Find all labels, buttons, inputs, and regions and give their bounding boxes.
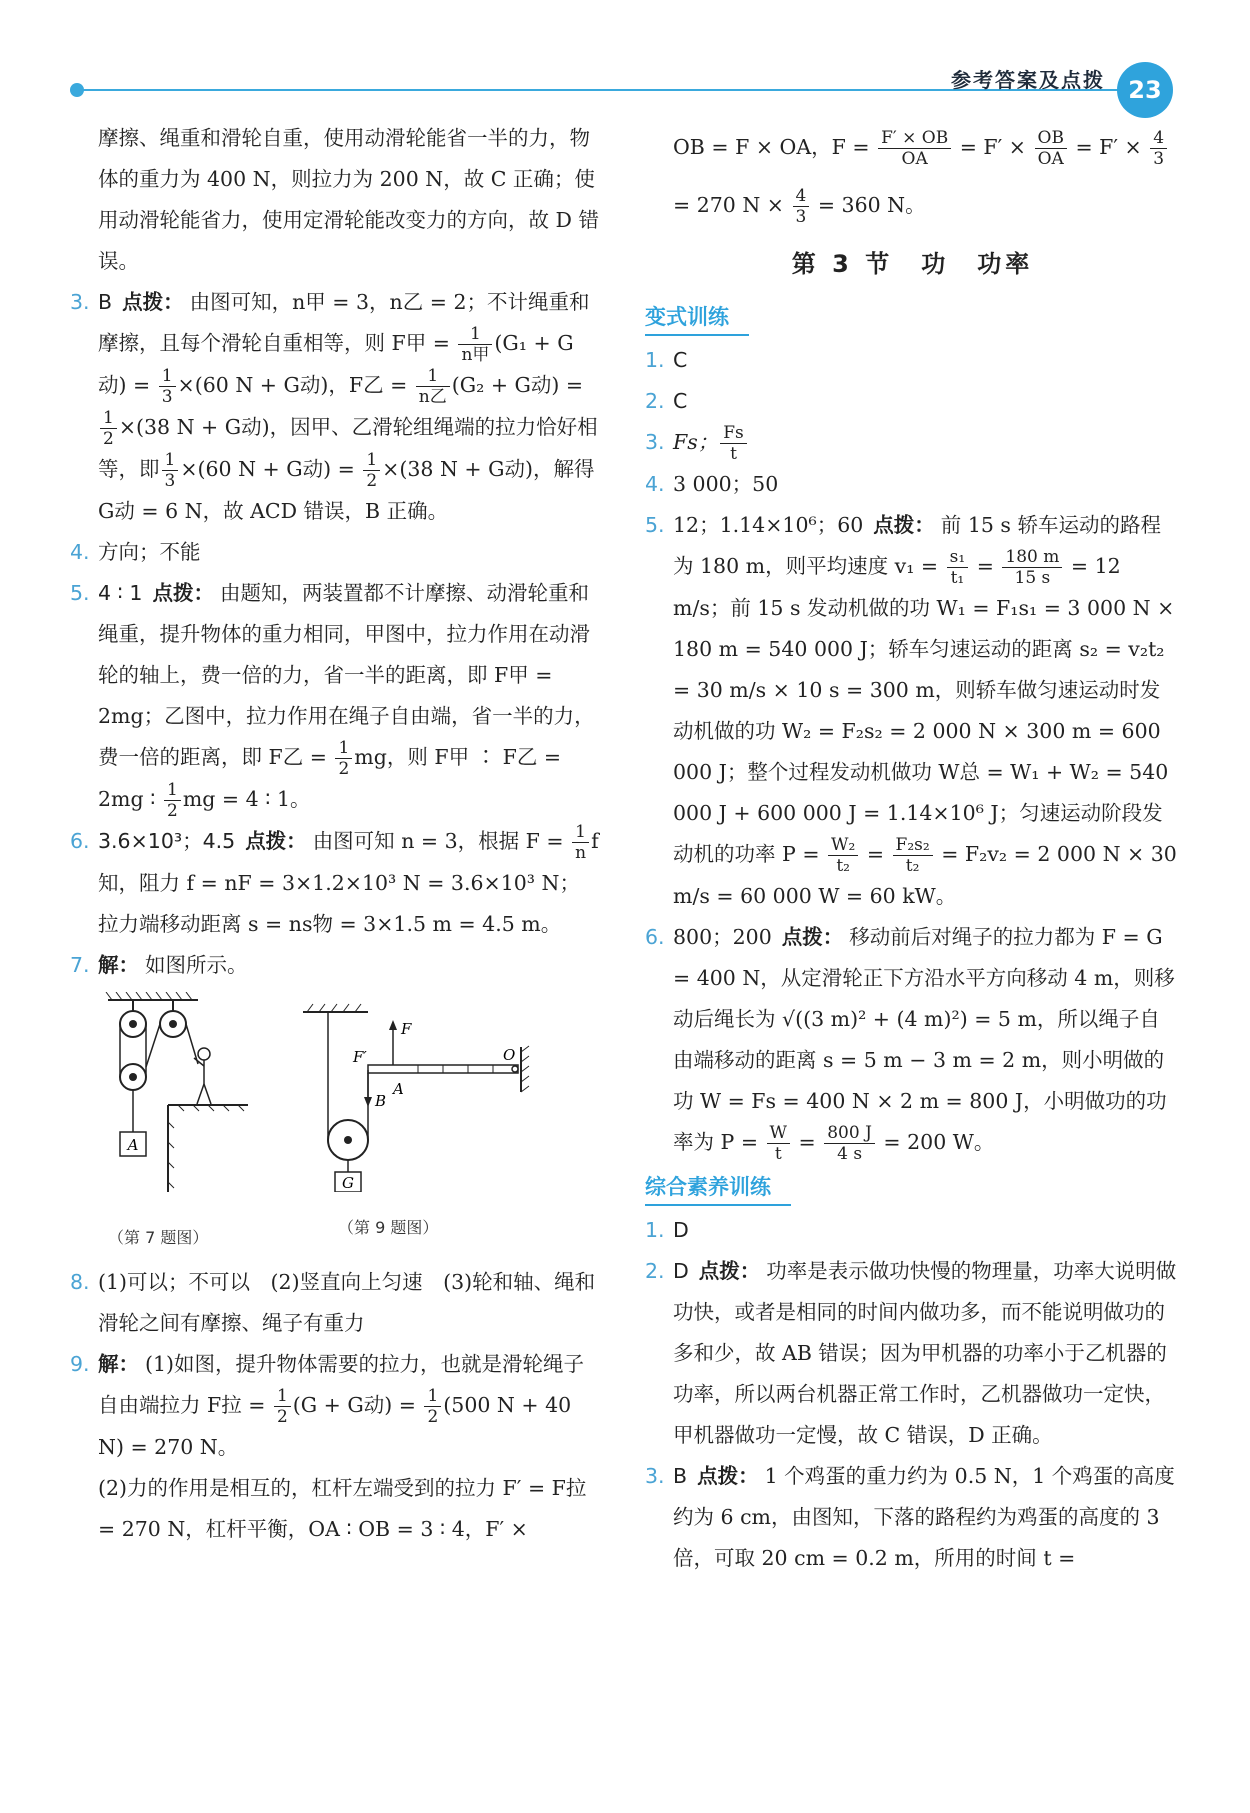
figures xyxy=(98,992,600,1262)
subsection-title-variant-training: 变式训练 xyxy=(645,300,749,336)
subsection-title-comprehensive-training: 综合素养训练 xyxy=(645,1170,791,1206)
figure-9-diagram xyxy=(293,992,553,1192)
item-number: 4. xyxy=(70,540,90,564)
item-number: 9. xyxy=(70,1352,90,1376)
fraction: $\frac{OB}{OA}$ xyxy=(1035,128,1067,169)
fraction: $\frac{F' \times OB}{OA}$ xyxy=(878,128,951,169)
fraction: $\frac{Fs}{t}$ xyxy=(720,423,747,464)
fig9-label-F: F xyxy=(401,1020,412,1038)
fraction: $\frac{1}{2}$ xyxy=(164,780,181,821)
text: 如图所示。 xyxy=(145,953,248,977)
exercise-4: 4. 3 000；50 xyxy=(645,472,779,496)
figure-7-caption: （第 7 题图） xyxy=(108,1228,209,1247)
exercise-s3: 3. B 点拨： 1 个鸡蛋的重力约为 0.5 N，1 个鸡蛋的高度约为 6 cm，由图知，下落的路程约为鸡蛋的高度的 3 倍，可取 20 cm = 0.2 m，所用的时间 t = xyxy=(645,1464,1175,1570)
text: 由图可知，n甲 = 3，n乙 = 2；不计绳重和摩擦，且每个滑轮自重相等，则 F甲 = xyxy=(98,290,590,355)
item-number: 8. xyxy=(70,1270,90,1294)
fraction: $\frac{1}{\text{n甲}}$ xyxy=(458,324,492,365)
fig9-label-A: A xyxy=(393,1080,404,1098)
text: mg = 4 ∶ 1。 xyxy=(182,787,311,811)
text: 由图可知 n = 3，根据 F = xyxy=(312,829,571,853)
tip-label: 点拨： xyxy=(245,829,307,853)
exercise-5: 5. 12；1.14×10⁶；60 点拨： 前 15 s 轿车运动的路程为 180 m，则平均速度 v₁ = $\frac{\text{s₁}}{\text{t₁}}$ = $\frac{180 m}{15 s}$ = 12 m/s；前 15 s 发动机做的功 W₁ = F₁s₁ = 3 000 N × 180 m = 540 000 J；轿车匀速运动的距离 s₂ = v₂t₂ = 30 m/s × 10 s = 300 m，则轿车做匀速运动时发动机做的功 W₂ = F₂s₂ = 2 000 N × 300 m = 600 000 J；整个过程发动机做功 W总 = W₁ + W₂ = 540 000 J + 600 000 J = 1.14×10⁶ J；匀速运动阶段发动机的功率 P = $\frac{\text{W₂}}{\text{t₂}}$ = $\frac{\text{F₂s₂}}{\text{t₂}}$ = F₂v₂ = 2 000 N × 30 m/s = 60 000 W = 60 kW。 xyxy=(645,513,1177,908)
solution-label: 解： xyxy=(98,953,139,977)
text: (1)可以；不可以 (2)竖直向上匀速 (3)轮和轴、绳和滑轮之间有摩擦、绳子有重力 xyxy=(98,1270,596,1335)
right-column xyxy=(645,118,1180,1579)
answer-value: 3.6×10³；4.5 xyxy=(98,829,236,853)
text: f 知，阻力 f = nF = 3×1.2×10³ N = 3.6×10³ N；拉力端移动距离 s = ns物 = 3×1.5 m = 4.5 m。 xyxy=(98,829,599,936)
item-number: 6. xyxy=(70,829,90,853)
answer-letter: B xyxy=(98,290,113,314)
answer-6 xyxy=(70,821,600,945)
continued-solution xyxy=(645,118,1180,234)
answer-7 xyxy=(70,945,600,986)
text: OB = F × OA，F = xyxy=(673,135,877,159)
text: ×(60 N + G动)，F乙 = xyxy=(177,373,414,397)
text: 由题知，两装置都不计摩擦、动滑轮重和绳重，提升物体的重力相同，甲图中，拉力作用在动滑轮的轴上，费一倍的力，省一半的距离，即 F甲 = 2mg；乙图中，拉力作用在绳子自由端，省一半的力，费一倍的距离，即 F乙 = xyxy=(98,581,595,769)
answer-9 xyxy=(70,1344,600,1550)
text: ×(38 N + G动)，因甲、乙滑轮组绳端的拉力恰好相等，即 xyxy=(98,415,598,481)
answer-value: 4 ∶ 1 xyxy=(98,581,143,605)
exercise-s2: 2. D 点拨： 功率是表示做功快慢的物理量，功率大说明做功快，或者是相同的时间内做功多，而不能说明做功的多和少，故 AB 错误；因为甲机器的功率小于乙机器的功率，所以两台机器正常工作时，乙机器做功一定快，甲机器做功一定慢，故 C 错误，D 正确。 xyxy=(645,1259,1177,1447)
fraction: $\frac{4}{3}$ xyxy=(793,186,810,227)
header-dot xyxy=(70,83,84,97)
fig9-label-F-prime: F′ xyxy=(353,1048,367,1066)
text: (G₂ + G动) = xyxy=(451,373,584,397)
figure-7-diagram xyxy=(98,992,258,1202)
text: ×(60 N + G动) = xyxy=(180,457,362,481)
exercise-3: 3. Fs； $\frac{Fs}{t}$ xyxy=(645,422,1180,464)
text: 方向；不能 xyxy=(98,540,201,564)
item-number: 7. xyxy=(70,953,90,977)
text: (2)力的作用是相互的，杠杆左端受到的拉力 F′ = F拉 = 270 N，杠杆平衡，OA ∶ OB = 3 ∶ 4，F′ × xyxy=(98,1476,587,1541)
header-title: 参考答案及点拨 xyxy=(951,68,1105,92)
left-column xyxy=(70,118,600,1550)
text: = F′ × xyxy=(953,135,1033,159)
fraction: $\frac{1}{2}$ xyxy=(424,1386,441,1427)
fraction: $\frac{4}{3}$ xyxy=(1150,128,1167,169)
exercise-1: 1. C xyxy=(645,348,688,372)
text: = 360 N。 xyxy=(811,193,926,217)
text: (G + G动) = xyxy=(292,1393,423,1417)
text: (1)如图，提升物体需要的拉力，也就是滑轮绳子自由端拉力 F拉 = xyxy=(98,1352,585,1417)
fig9-label-O: O xyxy=(503,1046,516,1064)
item-number: 5. xyxy=(70,581,90,605)
item-number: 3. xyxy=(70,290,90,314)
figure-9-caption: （第 9 题图） xyxy=(338,1218,439,1237)
fraction: $\frac{1}{3}$ xyxy=(162,450,179,491)
page-number-badge: 23 xyxy=(1117,62,1173,118)
exercise-6: 6. 800；200 点拨： 移动前后对绳子的拉力都为 F = G = 400 N，从定滑轮正下方沿水平方向移动 4 m，则移动后绳长为 √((3 m)² + (4 m)²) = 5 m，所以绳子自由端移动的距离 s = 5 m − 3 m = 2 m，则小明做的功 W = Fs = 400 N × 2 m = 800 J，小明做功的功率为 P = $\frac{W}{t}$ = $\frac{800 J}{4 s}$ = 200 W。 xyxy=(645,925,1175,1164)
fraction: $\frac{1}{2}$ xyxy=(100,408,117,449)
section-title: 第 3 节 功 功率 xyxy=(791,250,1034,278)
fraction: $\frac{1}{2}$ xyxy=(335,738,352,779)
exercise-s1: 1. D xyxy=(645,1218,689,1242)
solution-label: 解： xyxy=(98,1352,139,1376)
fraction: $\frac{1}{\text{n乙}}$ xyxy=(416,366,450,407)
text: mg，则 F甲 ∶ F乙 = 2mg ∶ xyxy=(98,745,562,811)
answer-4 xyxy=(70,532,600,573)
tip-label: 点拨： xyxy=(152,581,214,605)
fraction: $\frac{1}{2}$ xyxy=(363,450,380,491)
exercise-2: 2. C xyxy=(645,389,688,413)
text: (500 N + 40 N) = 270 N。 xyxy=(98,1393,572,1459)
text: = 270 N × xyxy=(673,193,791,217)
fraction: $\frac{1}{3}$ xyxy=(159,366,176,407)
text: = F′ × xyxy=(1068,135,1149,159)
answer-3 xyxy=(70,282,600,532)
fraction: $\frac{1}{n}$ xyxy=(572,822,589,863)
fig7-label-A: A xyxy=(127,1136,139,1154)
fraction: $\frac{1}{2}$ xyxy=(274,1386,291,1427)
fig9-label-G: G xyxy=(342,1174,354,1192)
fig9-label-B: B xyxy=(375,1092,387,1110)
text: (G₁ + G动) = xyxy=(98,331,574,397)
tip-label: 点拨： xyxy=(122,290,184,314)
text: ×(38 N + G动)，解得 G动 = 6 N，故 ACD 错误，B 正确。 xyxy=(98,457,595,523)
answer-5 xyxy=(70,573,600,821)
answer-8 xyxy=(70,1262,600,1344)
intro-paragraph: 摩擦、绳重和滑轮自重，使用动滑轮能省一半的力，物体的重力为 400 N，则拉力为 200 N，故 C 正确；使用动滑轮能省力，使用定滑轮能改变力的方向，故 D 错误。 xyxy=(98,126,599,273)
